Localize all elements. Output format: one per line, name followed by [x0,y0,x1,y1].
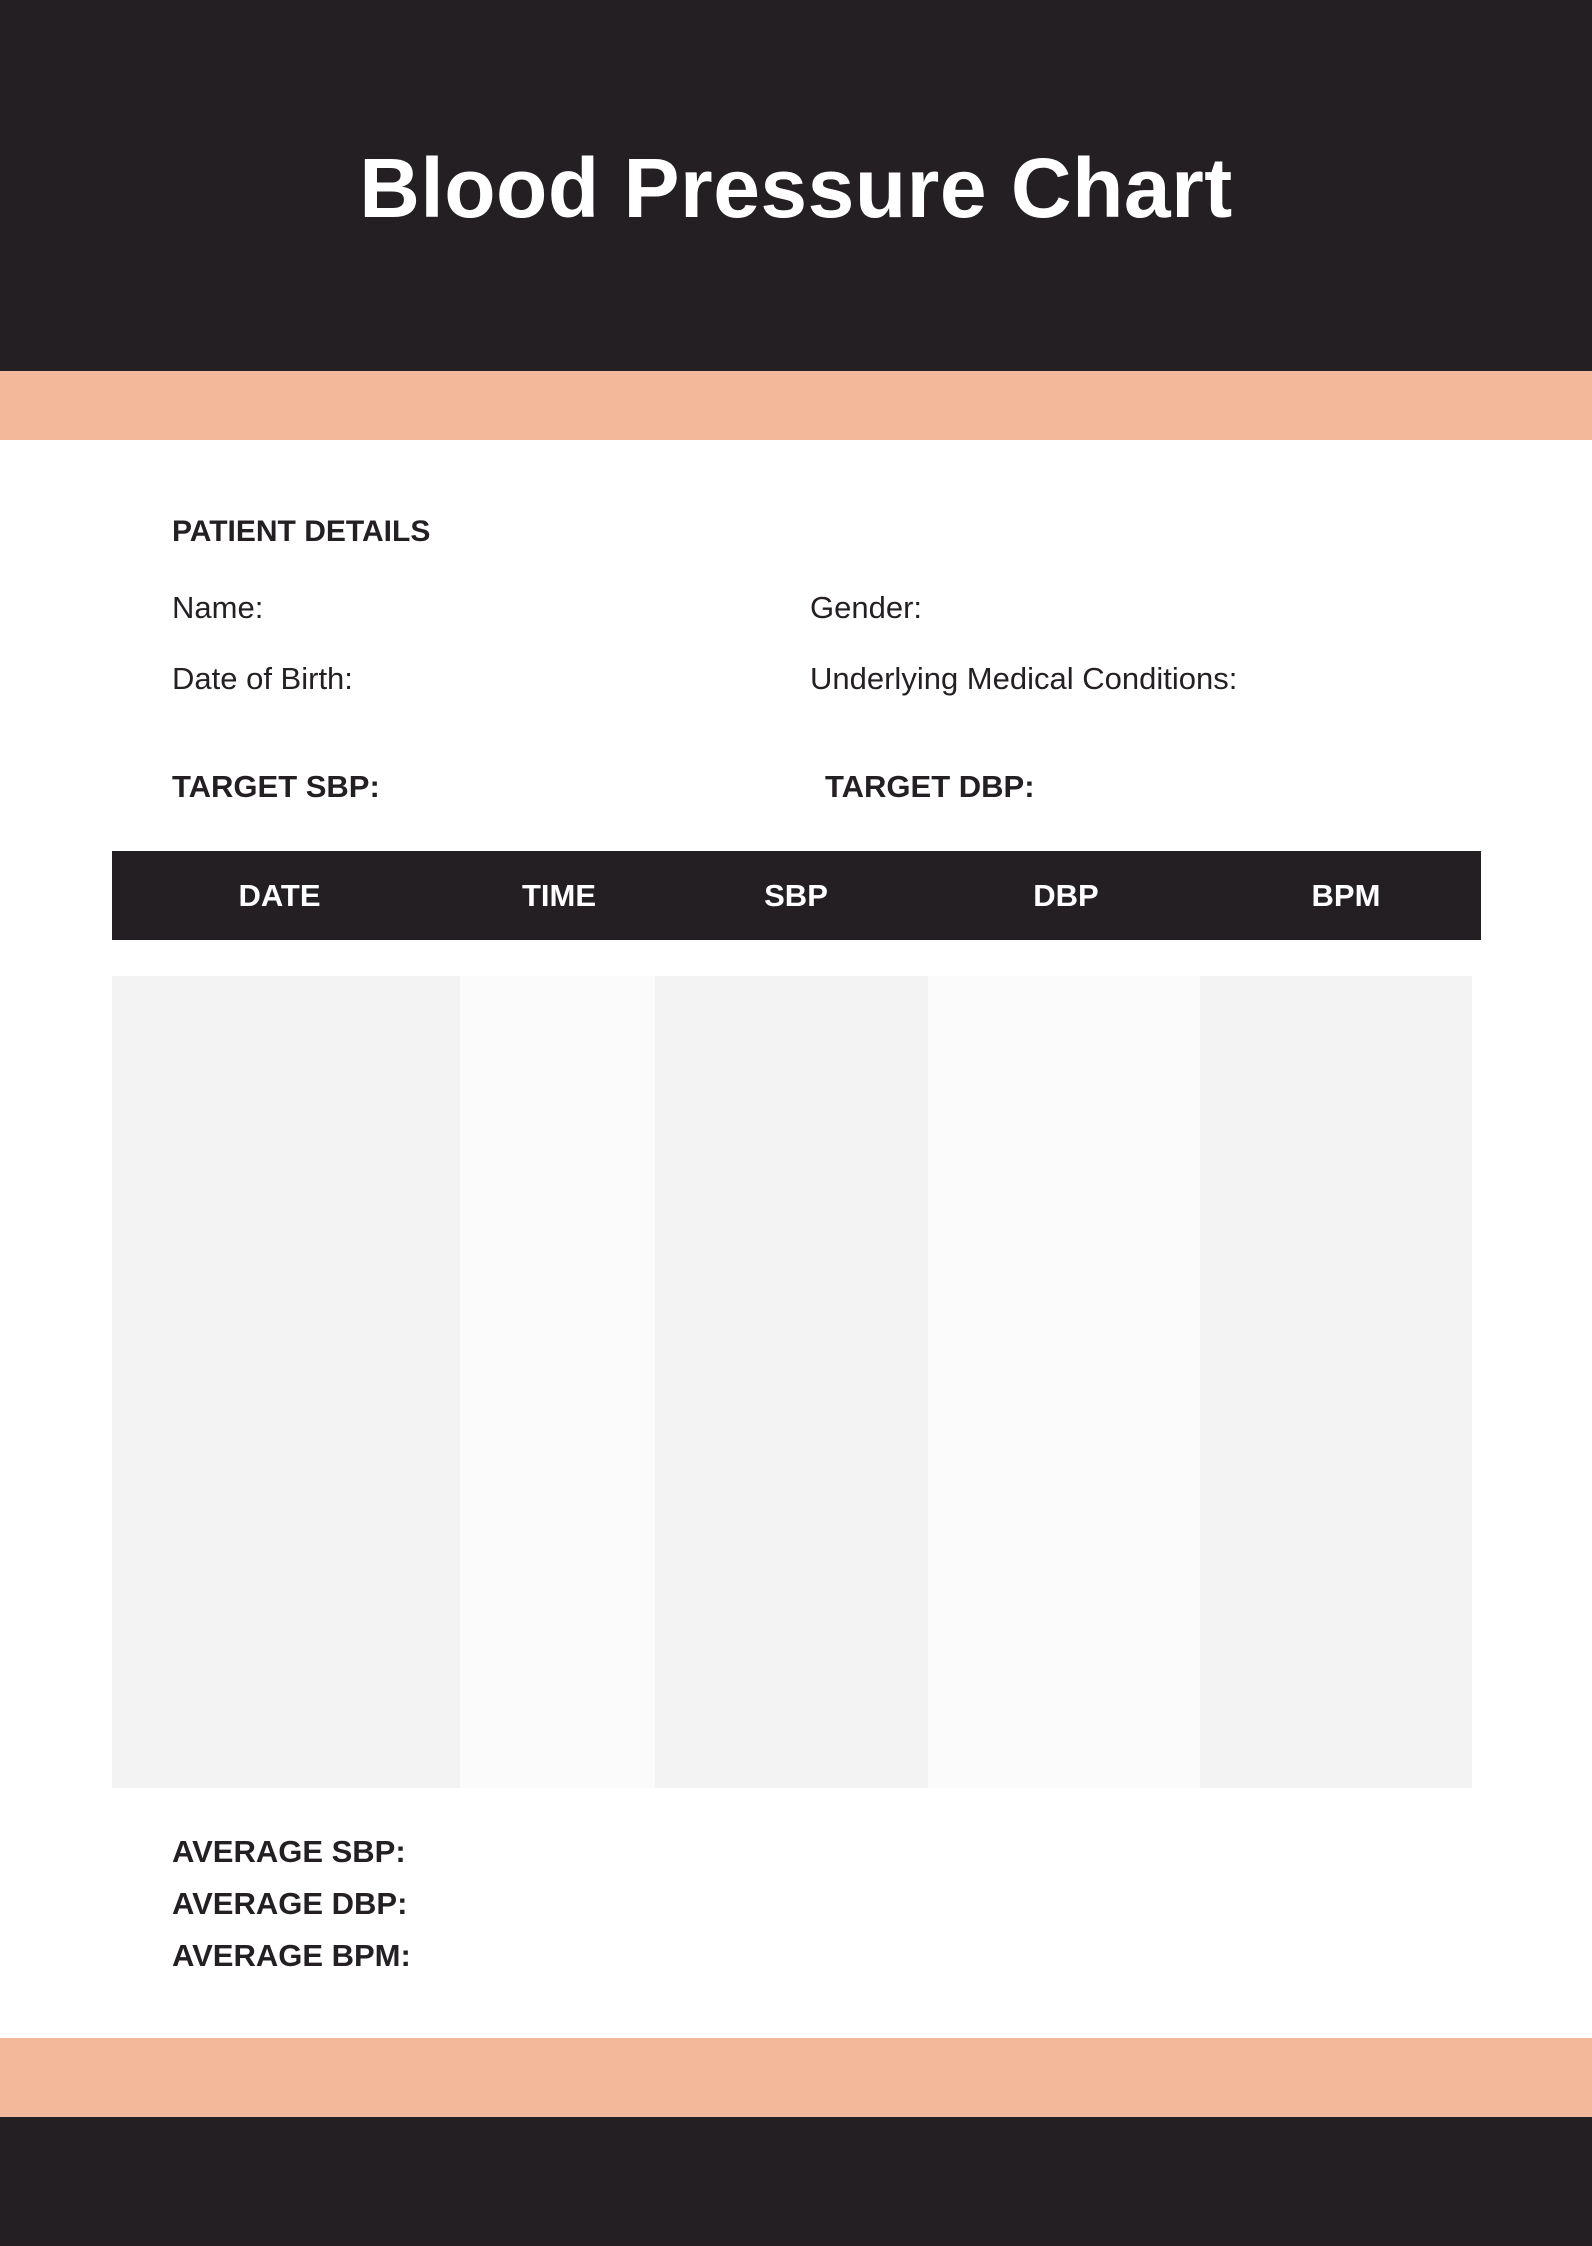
column-header-time: TIME [521,878,597,913]
bpm-column-cells[interactable] [1200,976,1472,1788]
accent-stripe-top [0,371,1592,440]
date-of-birth-field[interactable]: Date of Birth: [172,661,353,696]
target-dbp-field[interactable]: TARGET DBP: [825,769,1035,804]
column-header-bpm: BPM [1311,878,1381,913]
patient-details-heading: PATIENT DETAILS [172,515,431,548]
column-header-date: DATE [238,878,321,913]
average-sbp-field[interactable]: AVERAGE SBP: [172,1834,406,1869]
time-column-cells[interactable] [460,976,655,1788]
target-sbp-field[interactable]: TARGET SBP: [172,769,380,804]
page-title: Blood Pressure Chart [359,141,1233,235]
name-field[interactable]: Name: [172,590,264,625]
average-dbp-field[interactable]: AVERAGE DBP: [172,1886,408,1921]
dbp-column-cells[interactable] [928,976,1200,1788]
gender-field[interactable]: Gender: [810,590,923,625]
average-bpm-field[interactable]: AVERAGE BPM: [172,1938,411,1973]
column-header-dbp: DBP [1033,878,1099,913]
footer-band [0,2117,1592,2246]
sbp-column-cells[interactable] [655,976,928,1788]
medical-conditions-field[interactable]: Underlying Medical Conditions: [810,661,1238,696]
accent-stripe-bottom [0,2038,1592,2117]
column-header-sbp: SBP [764,878,828,913]
table-header [112,851,1481,940]
date-column-cells[interactable] [112,976,460,1788]
header-band [0,0,1592,371]
